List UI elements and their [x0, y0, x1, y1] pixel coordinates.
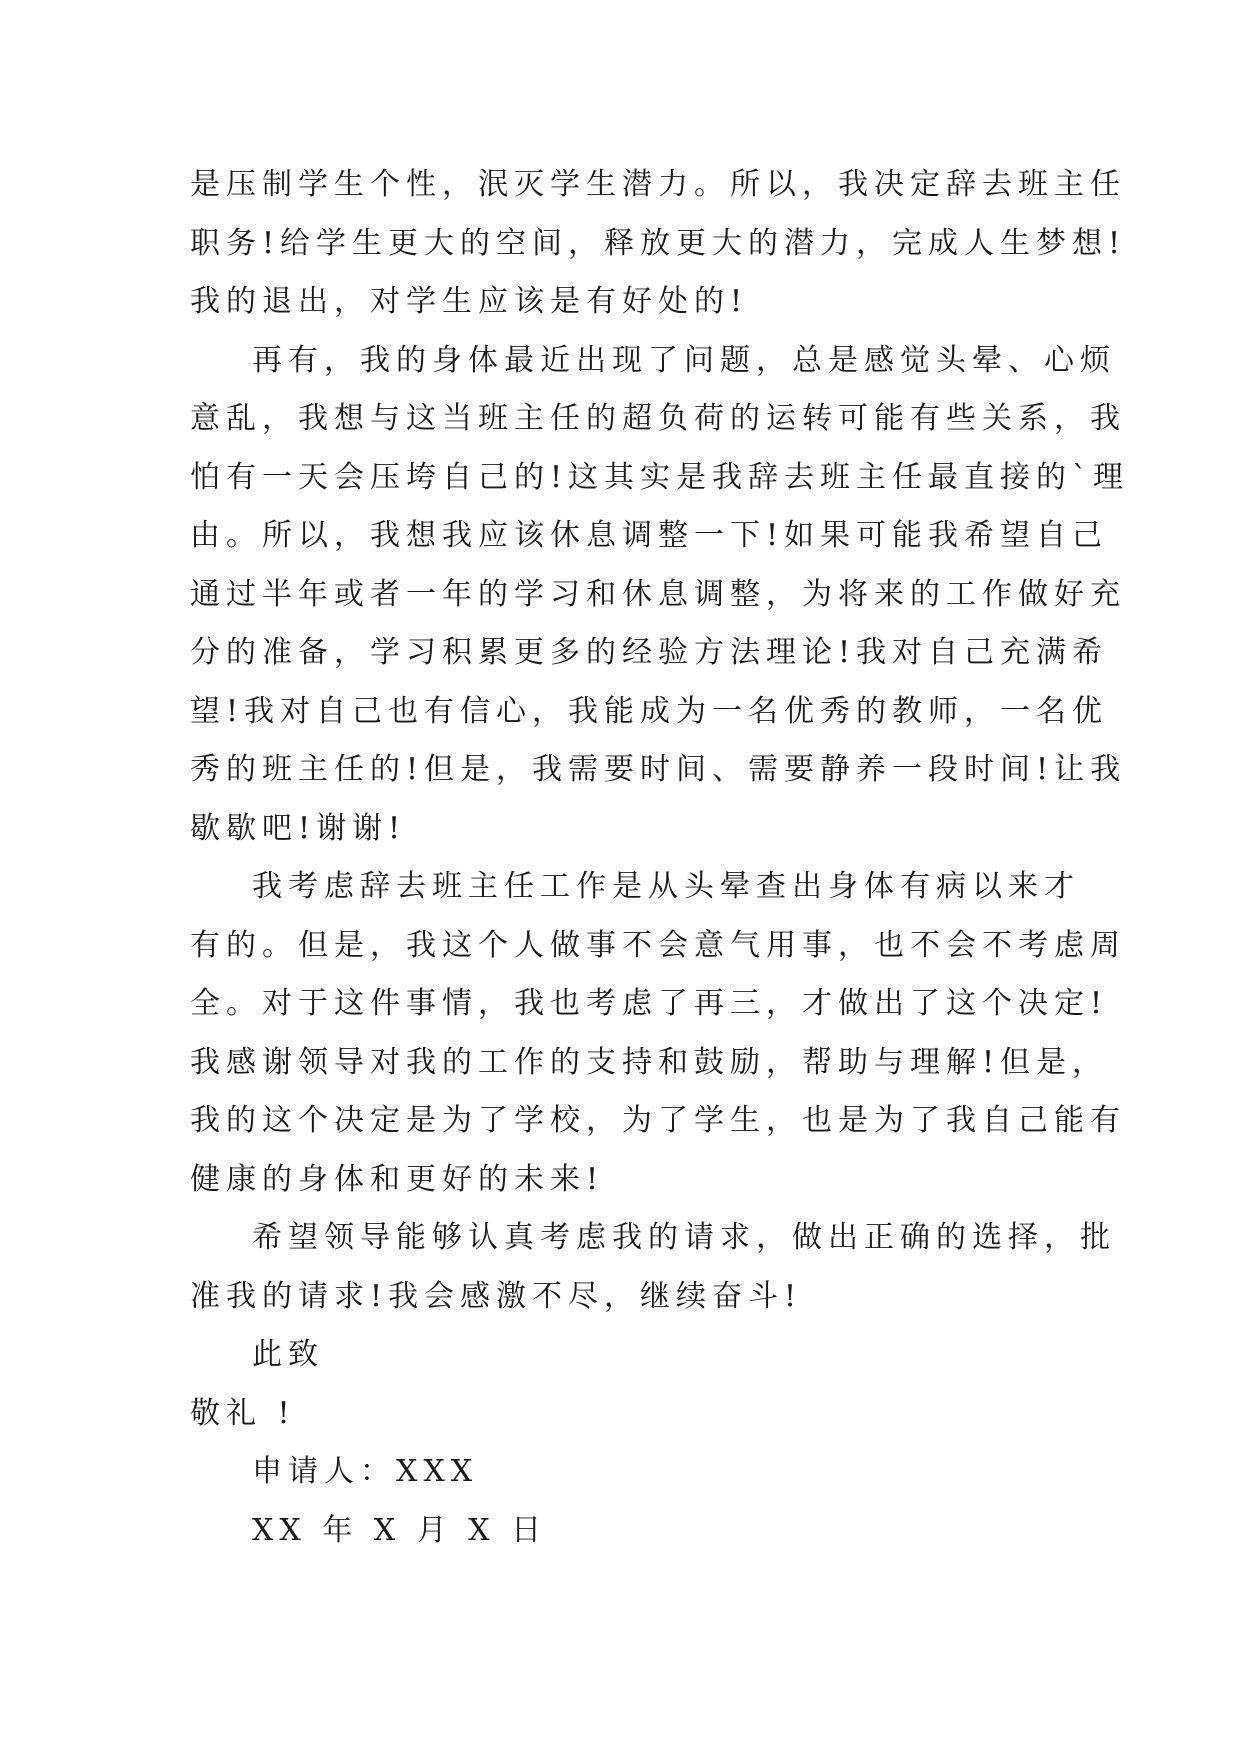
text-line: 是压制学生个性，泯灭学生潜力。所以，我决定辞去班主任: [190, 167, 1126, 202]
text-line: 职务!给学生更大的空间，释放更大的潜力，完成人生梦想!: [190, 225, 1127, 261]
text-line: 准我的请求!我会感激不尽，继续奋斗!: [190, 1278, 803, 1314]
text-line: 希望领导能够认真考虑我的请求，做出正确的选择，批: [252, 1220, 1116, 1255]
text-line: 意乱，我想与这当班主任的超负荷的运转可能有些关系，我: [190, 401, 1126, 436]
text-line: 我的这个决定是为了学校，为了学生，也是为了我自己能有: [190, 1103, 1126, 1138]
paragraph-request: [190, 1209, 1116, 1326]
paragraph-consideration: [190, 858, 1126, 1209]
text-line: 怕有一天会压垮自己的!这其实是我辞去班主任最直接的`理: [190, 459, 1130, 495]
text-line: 分的准备，学习积累更多的经验方法理论!我对自己充满希: [190, 635, 1109, 670]
paragraph-health: [190, 332, 1130, 859]
closing-ci-zhi: 此致: [252, 1337, 324, 1372]
text-line: 健康的身体和更好的未来!: [190, 1161, 605, 1197]
paragraph-continued: [190, 156, 1127, 332]
text-line: 我的退出，对学生应该是有好处的!: [190, 284, 749, 319]
text-line: 通过半年或者一年的学习和休息调整，为将来的工作做好充: [190, 576, 1126, 612]
letter-body: [190, 156, 1130, 1560]
text-line: 望!我对自己也有信心，我能成为一名优秀的教师，一名优: [190, 693, 1109, 729]
text-line: 我考虑辞去班主任工作是从头晕查出身体有病以来才: [252, 869, 1080, 904]
text-line: 秀的班主任的!但是，我需要时间、需要静养一段时间!让我: [190, 752, 1127, 787]
text-line: 由。所以，我想我应该休息调整一下!如果可能我希望自己: [190, 518, 1109, 553]
text-line: 歇歇吧!谢谢!: [190, 810, 407, 846]
text-line: 再有，我的身体最近出现了问题，总是感觉头晕、心烦: [252, 342, 1116, 378]
text-line: 我感谢领导对我的工作的支持和鼓励，帮助与理解!但是，: [190, 1044, 1109, 1080]
letter-date: XX 年 X 月 X 日: [252, 1512, 548, 1548]
text-line: 全。对于这件事情，我也考虑了再三，才做出了这个决定!: [190, 986, 1109, 1021]
text-line: 有的。但是，我这个人做事不会意气用事，也不会不考虑周: [190, 927, 1126, 963]
applicant-signature: 申请人：XXX: [252, 1454, 479, 1489]
closing-jing-li: 敬礼 !: [190, 1395, 296, 1431]
